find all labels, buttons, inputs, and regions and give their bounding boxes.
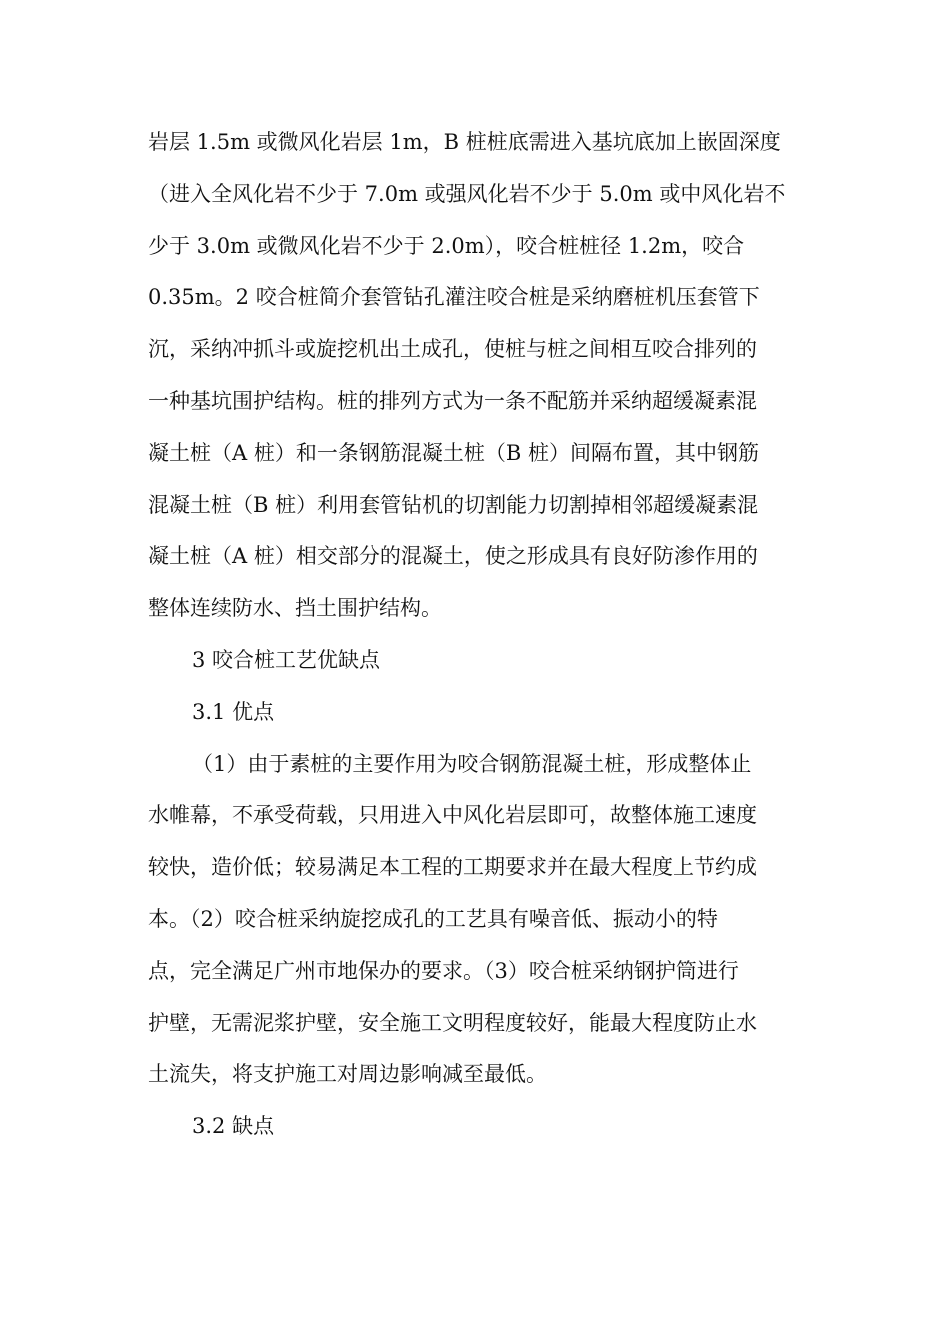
text-line: 较快，造价低；较易满足本工程的工期要求并在最大程度上节约成: [148, 855, 757, 880]
subsection-heading: 3.1 优点: [192, 699, 275, 724]
text-line: 水帷幕，不承受荷载，只用进入中风化岩层即可，故整体施工速度: [148, 803, 757, 828]
document-body: [148, 117, 803, 1153]
subsection-heading: 3.2 缺点: [192, 1114, 275, 1139]
text-line: 本。（2）咬合桩采纳旋挖成孔的工艺具有噪音低、振动小的特: [148, 906, 718, 931]
text-line: 少于 3.0m 或微风化岩不少于 2.0m），咬合桩桩径 1.2m，咬合: [148, 233, 745, 258]
text-line: 一种基坑围护结构。桩的排列方式为一条不配筋并采纳超缓凝素混: [148, 388, 757, 413]
text-line: 凝土桩（A 桩）和一条钢筋混凝土桩（B 桩）间隔布置，其中钢筋: [148, 440, 759, 465]
text-line: 沉，采纳冲抓斗或旋挖机出土成孔，使桩与桩之间相互咬合排列的: [148, 337, 757, 362]
text-line: 点，完全满足广州市地保办的要求。（3）咬合桩采纳钢护筒进行: [148, 958, 739, 983]
section-heading: 3 咬合桩工艺优缺点: [192, 647, 381, 672]
text-line: 整体连续防水、挡土围护结构。: [148, 596, 442, 621]
text-line: 0.35m。2 咬合桩简介套管钻孔灌注咬合桩是采纳磨桩机压套管下: [148, 285, 760, 310]
text-line: 凝土桩（A 桩）相交部分的混凝土，使之形成具有良好防渗作用的: [148, 544, 758, 569]
text-line: 护壁，无需泥浆护壁，安全施工文明程度较好，能最大程度防止水: [148, 1010, 757, 1035]
text-line: 岩层 1.5m 或微风化岩层 1m，B 桩桩底需进入基坑底加上嵌固深度: [148, 130, 781, 154]
text-line: （1）由于素桩的主要作用为咬合钢筋混凝土桩，形成整体止: [192, 751, 752, 776]
text-line: 土流失，将支护施工对周边影响减至最低。: [148, 1062, 547, 1087]
text-line: 混凝土桩（B 桩）利用套管钻机的切割能力切割掉相邻超缓凝素混: [148, 492, 759, 517]
text-line: （进入全风化岩不少于 7.0m 或强风化岩不少于 5.0m 或中风化岩不: [148, 181, 786, 206]
